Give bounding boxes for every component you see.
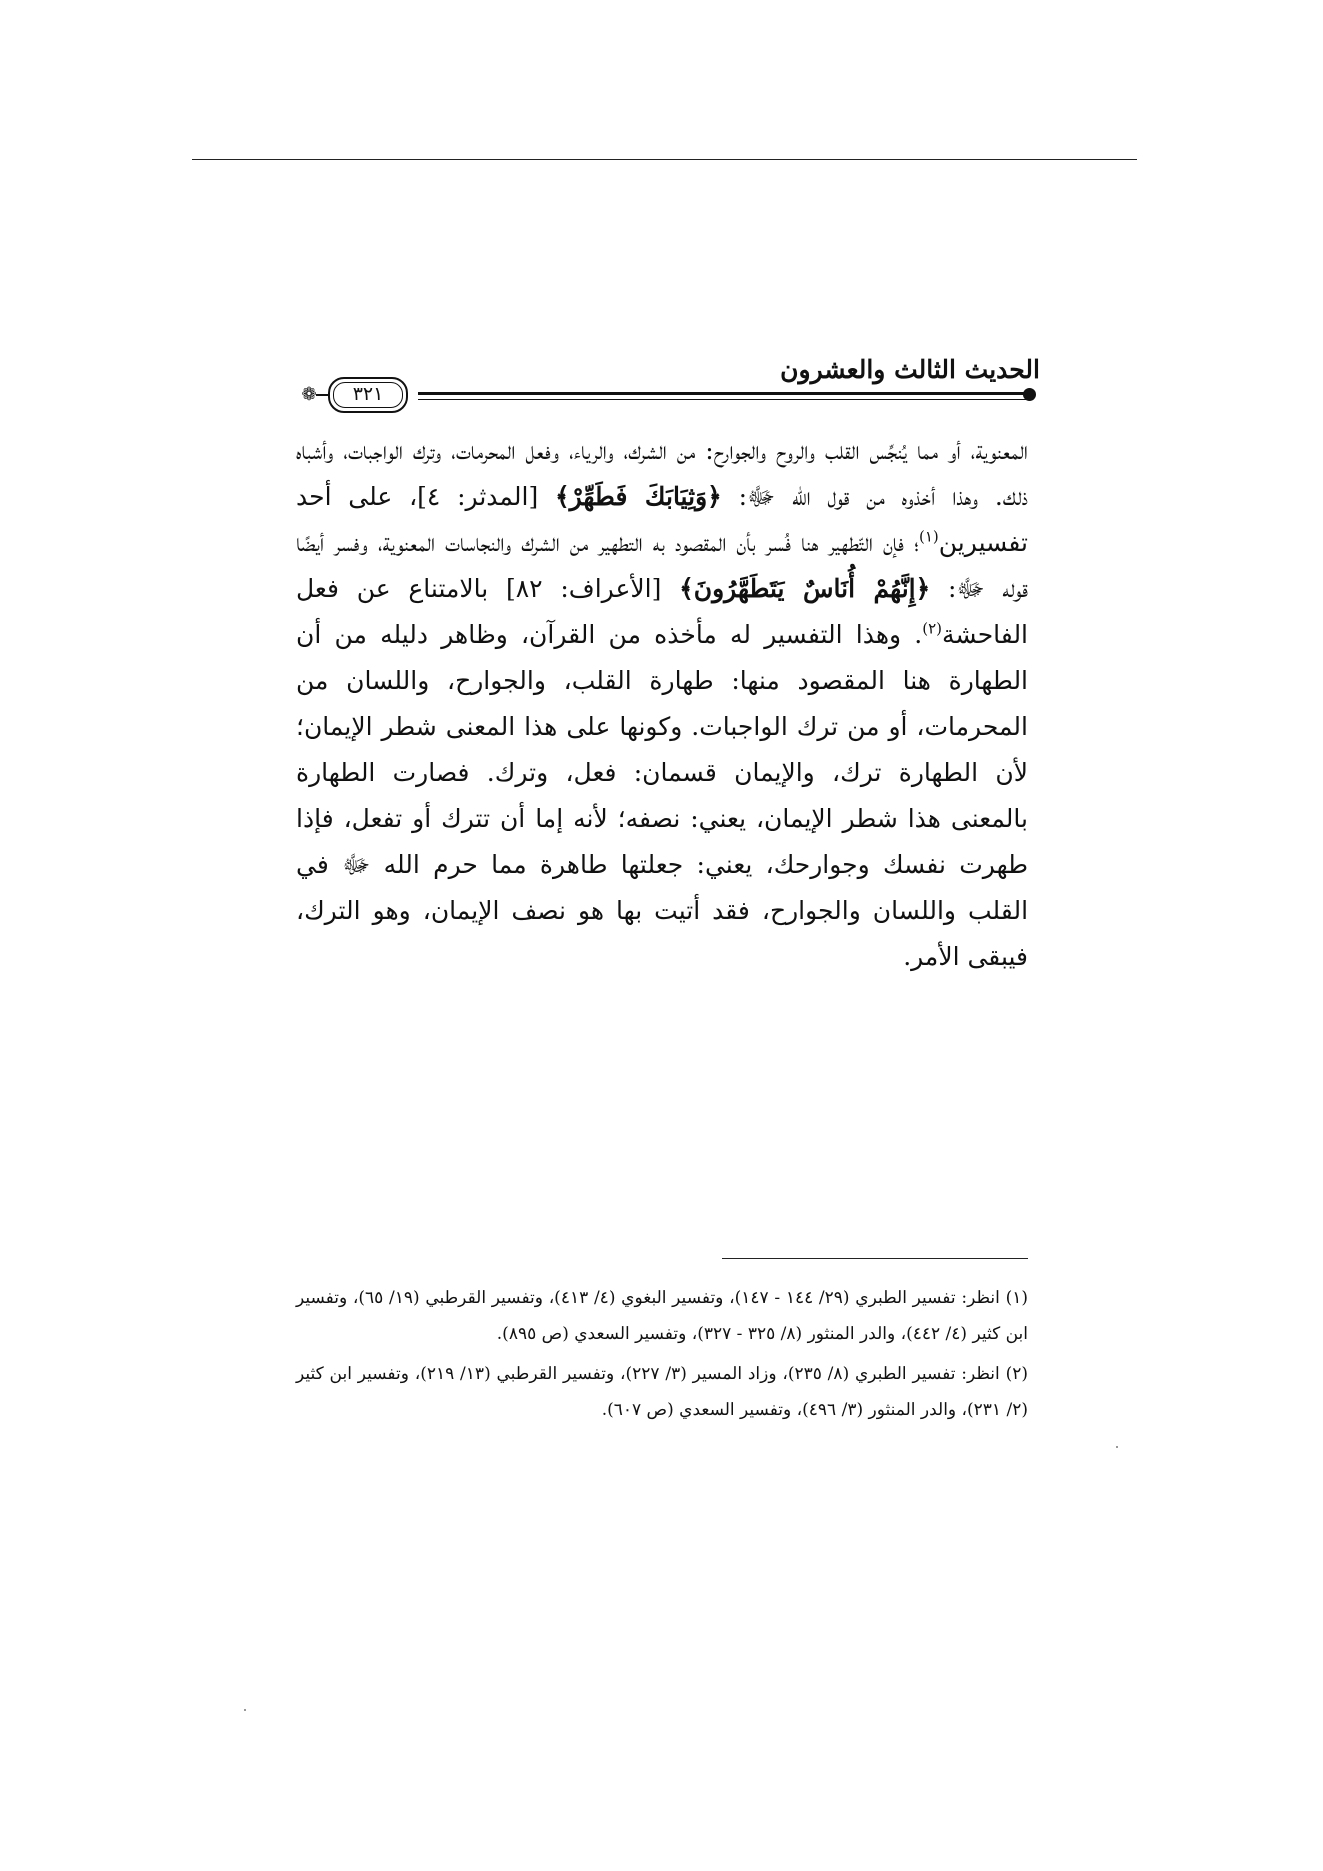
- chapter-title: الحديث الثالث والعشرون: [780, 355, 1040, 384]
- body-line: طاهرة مما حرم الله ﷻ في القلب واللسان والجوارح، فقد أتيت بها هو: [296, 850, 1029, 925]
- header-rule-thin: [418, 399, 1026, 400]
- body-line: . وهذا التفسير له مأخذه من: [608, 620, 923, 649]
- running-header: [298, 355, 1040, 415]
- footnote-2: [296, 1356, 1028, 1428]
- quran-verse: ﴿إِنَّهُمْ أُنَاسٌ يَتَطَهَّرُونَ﴾: [679, 574, 931, 603]
- footnotes: [296, 1280, 1028, 1432]
- quran-verse: ﴿وَثِيَابَكَ فَطَهِّرْ﴾: [554, 482, 722, 511]
- body-line: القرآن، وظاهر دليله من أن الطهارة هنا المقصود منها: طهارة القلب،: [296, 620, 1029, 695]
- page-number: ٣٢١: [352, 383, 384, 405]
- scan-speck: [244, 1709, 246, 1711]
- body-line: إما أن تترك أو تفعل، فإذا طهرت نفسك وجوارحك، يعني: جعلتها: [296, 804, 1028, 879]
- footnote-number: (٢): [1005, 1364, 1028, 1384]
- body-line: وترك. فصارت الطهارة بالمعنى هذا شطر الإيمان، يعني: نصفه؛ لأنه: [296, 758, 1028, 833]
- body-line: وفعل المحرمات، وترك الواجبات، وأشباه ذلك. وهذا أخذوه من: [296, 436, 1029, 511]
- body-line: ؛ فإن: [882, 528, 919, 557]
- body-line: المعنوية، وفسر أيضًا قوله ﷻ:: [296, 528, 1028, 603]
- body-line: [المدثر: ٤]، على أحد تفسيرين: [296, 482, 1029, 557]
- footnote-text: انظر: تفسير الطبري (٢٩/ ١٤٤ - ١٤٧)، وتفسير البغوي (٤/ ٤١٣)، وتفسير القرطبي (١٩/ ٦٥)، وتفسير ابن كثير (٤/ ٤٤٢)، والدر المنثور (٨/ ٣٢٥ - ٣٢٧)، وتفسير السعدي (ص ٨٩٥).: [296, 1288, 1028, 1344]
- footnote-separator: [722, 1258, 1028, 1259]
- knot-ornament-icon: ❁: [301, 384, 317, 405]
- footnote-ref: (٢): [922, 619, 943, 638]
- footnote-text: انظر: تفسير الطبري (٨/ ٢٣٥)، وزاد المسير (٣/ ٢٢٧)، وتفسير القرطبي (١٣/ ٢١٩)، وتفسير ابن كثير (٢/ ٢٣١)، والدر المنثور (٣/ ٤٩٦)، وتفسير السعدي (ص ٦٠٧).: [296, 1364, 1028, 1420]
- footnote-ref: (١): [919, 527, 939, 546]
- body-line: نصف الإيمان، وهو الترك، فيبقى الأمر.: [296, 896, 1028, 971]
- scan-speck: [1116, 1446, 1118, 1448]
- body-line: والجوارح، واللسان من المحرمات، أو من ترك الواجبات. وكونها على: [296, 666, 1028, 741]
- body-text: [296, 428, 1028, 980]
- body-line: ٨٢] بالامتناع عن فعل الفاحشة: [296, 574, 1029, 649]
- top-rule: [192, 159, 1137, 160]
- body-line: المعنوية، أو مما يُنجِّس القلب والروح والجوارح: من الشرك، والرياء،: [569, 436, 1028, 465]
- header-dot-ornament: [1023, 388, 1036, 401]
- footnote-1: [296, 1280, 1028, 1352]
- body-line: هذا المعنى شطر الإيمان؛ لأن الطهارة ترك، والإيمان قسمان: فعل،: [296, 712, 1028, 787]
- body-line: [الأعراف:: [560, 574, 680, 603]
- page-number-frame: [328, 377, 408, 413]
- footnote-number: (١): [1005, 1288, 1028, 1308]
- body-line: التّطهير هنا فُسر بأن المقصود به التطهير من الشرك والنجاسات: [445, 528, 873, 557]
- header-rule-thick: [418, 392, 1026, 395]
- body-line: قول الله ﷻ:: [721, 482, 850, 511]
